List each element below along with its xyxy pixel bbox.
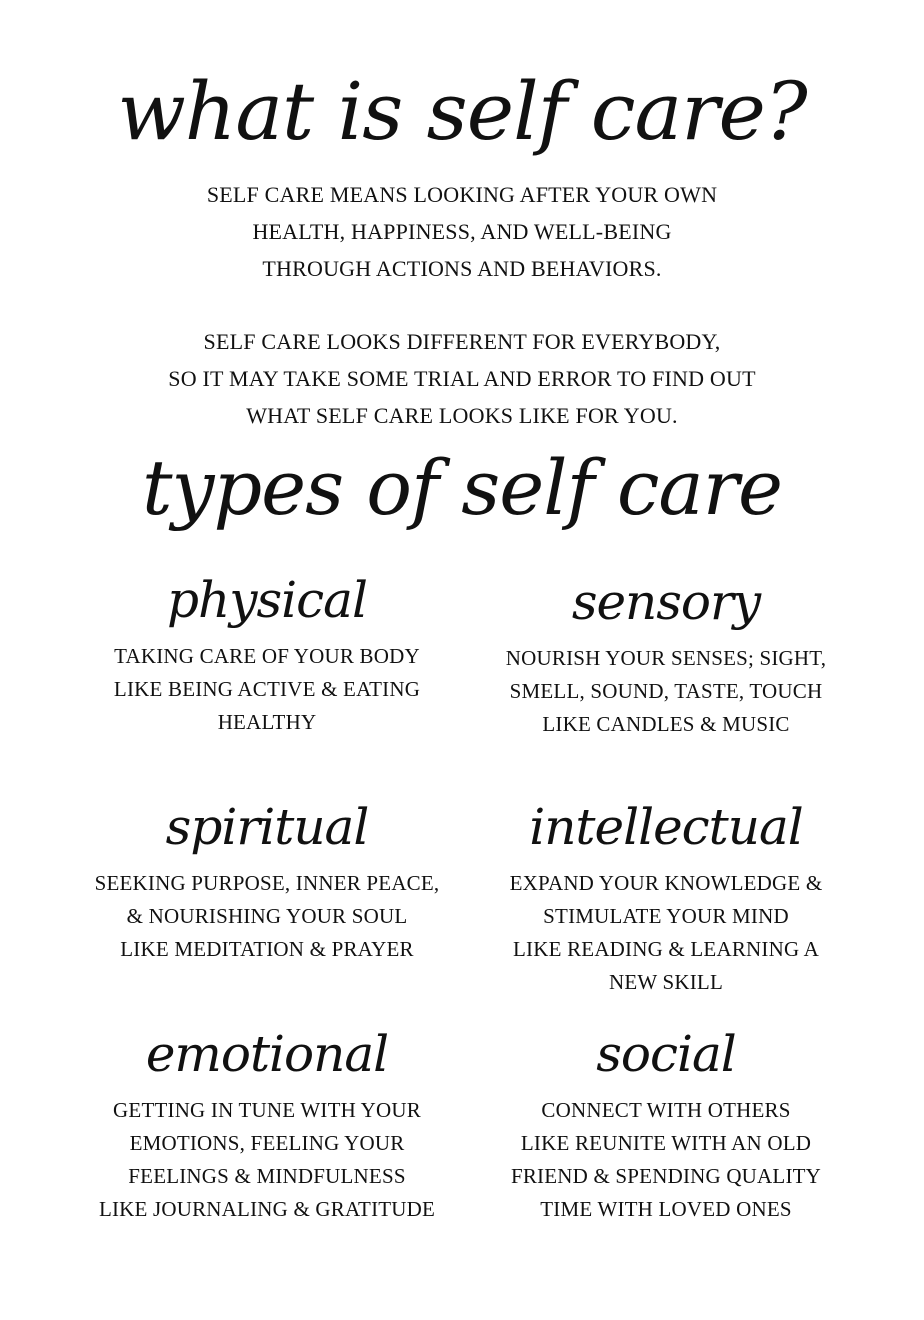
intro-line: THROUGH ACTIONS AND BEHAVIORS. [262,256,662,281]
type-description [456,1094,876,1226]
intro-line: WHAT SELF CARE LOOKS LIKE FOR YOU. [246,403,678,428]
intro-line: SELF CARE MEANS LOOKING AFTER YOUR OWN [206,182,718,207]
type-description-line: SMELL, SOUND, TASTE, TOUCH [509,679,823,703]
type-heading: sensory [571,573,761,631]
type-heading: physical [167,571,367,629]
type-description-line: SEEKING PURPOSE, INNER PEACE, [94,871,440,895]
type-description-line: CONNECT WITH OTHERS [541,1098,791,1122]
type-description-line: & NOURISHING YOUR SOUL [126,904,408,928]
type-description-line: FEELINGS & MINDFULNESS [128,1164,406,1188]
intro-paragraph-1 [0,176,924,287]
type-description-line: LIKE REUNITE WITH AN OLD [520,1131,812,1155]
type-heading: intellectual [529,798,803,856]
intro-paragraph-2 [0,323,924,434]
type-description-line: TIME WITH LOVED ONES [540,1197,792,1221]
type-description-line: LIKE MEDITATION & PRAYER [120,937,414,961]
type-description-line: NEW SKILL [609,970,723,994]
types-title: types of self care [141,443,783,532]
type-card-sensory [456,570,876,741]
page-title: what is self care? [117,65,807,158]
type-description [57,867,477,966]
type-description-line: NOURISH YOUR SENSES; SIGHT, [505,646,827,670]
intro-line: HEALTH, HAPPINESS, AND WELL-BEING [252,219,672,244]
type-card-intellectual [456,795,876,999]
type-description-line: HEALTHY [217,710,317,734]
type-description [57,1094,477,1226]
type-description-line: EXPAND YOUR KNOWLEDGE & [509,871,823,895]
type-description-line: GETTING IN TUNE WITH YOUR [113,1098,421,1122]
type-description [456,867,876,999]
type-description-line: LIKE CANDLES & MUSIC [542,712,790,736]
type-heading: emotional [145,1025,389,1083]
intro-line: SO IT MAY TAKE SOME TRIAL AND ERROR TO FIND OUT [168,366,756,391]
type-description-line: FRIEND & SPENDING QUALITY [510,1164,822,1188]
type-heading: social [596,1025,736,1083]
type-card-emotional [57,1022,477,1226]
type-heading: spiritual [165,798,369,856]
type-card-social [456,1022,876,1226]
type-description-line: LIKE JOURNALING & GRATITUDE [98,1197,436,1221]
type-description-line: EMOTIONS, FEELING YOUR [129,1131,405,1155]
type-description [456,642,876,741]
type-description [57,640,477,739]
type-description-line: TAKING CARE OF YOUR BODY [114,644,420,668]
type-card-spiritual [57,795,477,966]
type-description-line: LIKE READING & LEARNING A [513,937,819,961]
type-description-line: STIMULATE YOUR MIND [543,904,789,928]
type-card-physical [57,568,477,739]
type-description-line: LIKE BEING ACTIVE & EATING [113,677,421,701]
intro-line: SELF CARE LOOKS DIFFERENT FOR EVERYBODY, [203,329,721,354]
